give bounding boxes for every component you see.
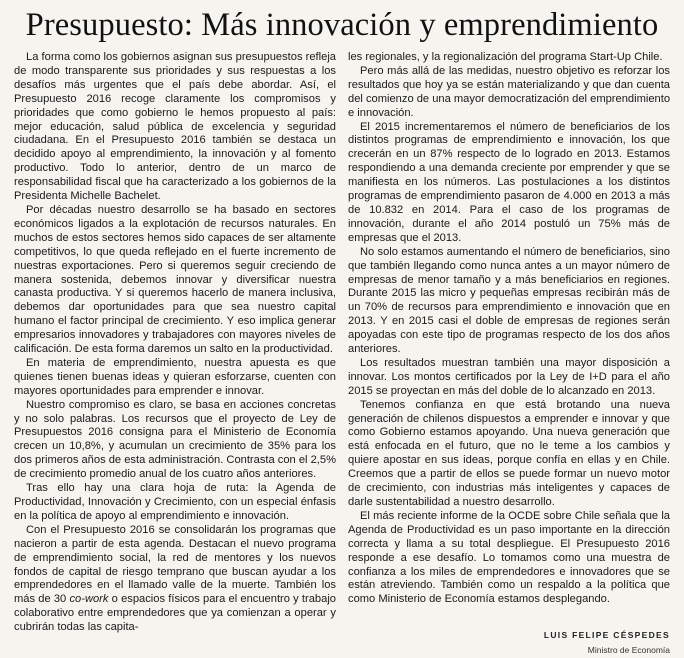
- paragraph: [14, 524, 336, 635]
- paragraph: Tenemos confianza en que está brotando una nueva generación de chilenos dispuestos a emprender e innovar y que como Gobierno estamos apoyando. Una nueva generación que está enfocada en el futuro, que no le teme a los cambios y quiere apostar en sus ideas, porque confía en ellas y en Chile. Creemos que a partir de ellos se puede formar un nuevo motor de crecimiento, con industrias más inteligentes y capaces de darle sustentabilidad a nuestro desarrollo.: [348, 398, 670, 508]
- paragraph: Nuestro compromiso es claro, se basa en acciones concretas y no solo palabras. Los recursos que el proyecto de Ley de Presupuestos 2016 consigna para el Ministerio de Economía crecen un 10,8%, y acumulan un crecimiento de 35% para los dos primeros años de esta administración. Contrasta con el 2,5% de crecimiento promedio anual de los cuatro años anteriores.: [14, 398, 337, 481]
- paragraph: No solo estamos aumentando el número de beneficiarios, sino que también llegando como nunca antes a un mayor número de empresas de menor tamaño y a más beneficiarios en regiones. Durante 2015 las micro y pequeñas empresas recibirán más de un 70% de recursos para emprendimiento e innovación que en 2013. Y en 2015 casi el doble de empresas de regiones serán apoyadas con este tipo de programas respecto de los dos años anteriores.: [348, 245, 670, 356]
- column-left: [14, 51, 336, 658]
- paragraph: les regionales, y la regionalización del programa Start-Up Chile.: [348, 51, 663, 63]
- article-body: [14, 51, 670, 658]
- paragraph: Pero más allá de las medidas, nuestro objetivo es reforzar los resultados que hoy ya se están materializando y que dan cuenta del comienzo de una mayor democratización del emprendimiento e innovación.: [348, 64, 671, 119]
- paragraph: Tras ello hay una clara hoja de ruta: la Agenda de Productividad, Innovación y Crecimiento, con un especial énfasis en la política de apoyo al emprendimiento e innovación.: [14, 482, 336, 522]
- paragraph-text: o espacios físicos para el encuentro y trabajo colaborativo entre emprendedores que ya comienzan a operar y cubrirán todas las capita-: [14, 593, 336, 634]
- paragraph: Los resultados muestran también una mayor disposición a innovar. Los montos certificados por la Ley de I+D para el año 2015 se proyectan en más del doble de lo alcanzado en 2013.: [348, 356, 670, 397]
- paragraph: La forma como los gobiernos asignan sus presupuestos refleja de modo transparente sus prioridades y sus respuestas a los desafíos más urgentes que el país debe abordar. Así, el Presupuesto 2016 recoge claramente los compromisos y prioridades que como gobierno le hemos propuesto al país: mejor educación, salud pública de excelencia y seguridad ciudadana. En el Presupuesto 2016 también se destaca un decidido apoyo al emprendimiento, la innovación y al fomento productivo. Todo lo anterior, dentro de un marco de responsabilidad fiscal que ha caracterizado a los gobiernos de la Presidenta Michelle Bachelet.: [14, 51, 336, 203]
- column-right: [348, 51, 670, 658]
- article-title: Presupuesto: Más innovación y emprendimiento: [25, 7, 659, 43]
- author-name: LUIS FELIPE CÉSPEDES: [543, 630, 670, 641]
- paragraph-text: Con el Presupuesto 2016 se consolidarán los programas que nacieron a partir de esta agenda. Destacan el nuevo programa de emprendimiento social, la red de mentores y los nuevos fondos de capital de riesgo temprano que buscan ayudar a los emprendedores en el llamado valle de la muerte. También los más de 30: [14, 523, 336, 606]
- paragraph: El más reciente informe de la OCDE sobre Chile señala que la Agenda de Productividad es un paso importante en la dirección correcta y llama a su total despliegue. El Presupuesto 2016 responde a ese desafío. Lo tomamos como una muestra de confianza a los miles de emprendedores e innovadores que se están atreviendo. También como un respaldo a la política que como Ministerio de Economía estamos desplegando.: [348, 509, 670, 606]
- author-role: Ministro de Economía: [587, 645, 670, 656]
- paragraph: En materia de emprendimiento, nuestra apuesta es que quienes tienen buenas ideas y quieran esforzarse, cuenten con mayores oportunidades para emprender e innovar.: [14, 356, 336, 397]
- cowork-term: co-work: [69, 593, 109, 606]
- paragraph: Por décadas nuestro desarrollo se ha basado en sectores económicos ligados a la explotación de recursos naturales. En muchos de estos sectores hemos sido capaces de ser altamente competitivos, lo que queda reflejado en el fuerte incremento de nuestras exportaciones. Pero si queremos seguir creciendo de manera sostenida, debemos innovar y diversificar nuestra canasta productiva. Y si queremos hacerlo de manera inclusiva, debemos dar oportunidades para que sea nuestro capital humano el factor principal de crecimiento. Y eso implica generar empresarios innovadores y trabajadores con mayores niveles de calificación. De esta forma daremos un salto en la productividad.: [14, 203, 336, 356]
- paragraph: El 2015 incrementaremos el número de beneficiarios de los distintos programas de emprendimiento e innovación, los que crecerán en un 87% respecto de lo logrado en 2013. Estamos respondiendo a una demanda creciente por emprender y que se manifiesta en los números. Las postulaciones a los distintos programas de emprendimiento pasaron de 4.000 en 2013 a más de 10.832 en 2014. Para el caso de los programas de innovación, durante el año 2014 postuló un 75% más de empresas que el 2013.: [348, 120, 670, 244]
